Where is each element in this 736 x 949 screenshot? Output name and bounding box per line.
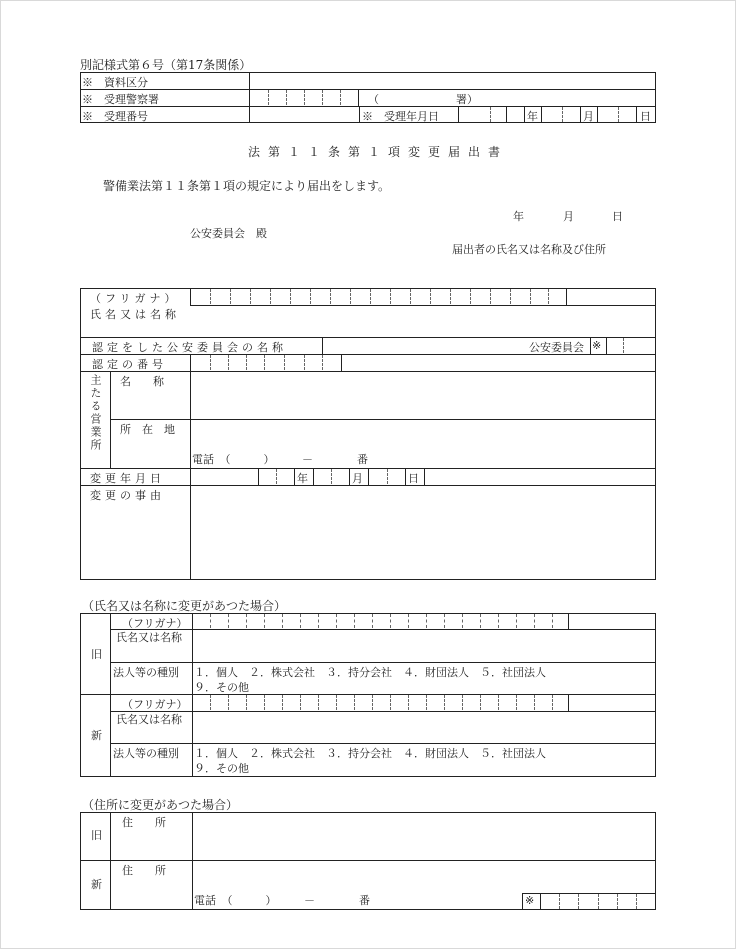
change-year: 年 [297,472,308,485]
old-furigana-label: （フリガナ） [122,617,188,630]
document-title: 法第１１条第１項変更届出書 [248,145,509,159]
furigana-label: （フリガナ） [90,292,180,305]
office-address-label: 所 在 地 [120,423,175,436]
data-category-label: ※ 資料区分 [82,76,148,89]
old-name-label: 氏名又は名称 [116,631,182,644]
form-number: 別記様式第６号（第17条関係） [80,58,252,72]
addressee: 公安委員会 殿 [190,227,267,240]
change-month: 月 [352,472,363,485]
certification-number-label: 認定の番号 [92,358,167,371]
old-entity-other: ９．その他 [194,681,249,694]
new-address-marker: 新 [91,878,102,891]
commission-suffix: 公安委員会 [529,341,584,354]
new-name-marker: 新 [91,729,102,742]
receipt-number-label: ※ 受理番号 [82,110,148,123]
address-asterisk: ※ [525,894,535,907]
applicant-label: 届出者の氏名又は名称及び住所 [452,243,606,256]
new-entity-type-label: 法人等の種別 [113,747,179,760]
police-suffix: 署） [456,93,478,106]
change-reason-label: 変更の事由 [90,489,165,502]
intro-text: 警備業法第１１条第１項の規定により届出をします。 [103,179,391,193]
office-phone: 電話 （ ） － 番 [192,453,368,466]
new-furigana-label: （フリガナ） [122,698,188,711]
new-address-label: 住 所 [122,864,166,877]
name-change-caption: （氏名又は名称に変更があつた場合） [82,599,287,613]
receiving-police-label: ※ 受理警察署 [82,93,159,106]
date-year: 年 [513,210,524,223]
office-name-label: 名 称 [120,375,164,388]
name-label: 氏名又は名称 [90,308,180,321]
old-entity-options: １．個人 ２．株式会社 ３．持分会社 ４．財団法人 ５．社団法人 [194,666,546,679]
old-address-marker: 旧 [91,829,102,842]
new-name-label: 氏名又は名称 [116,713,182,726]
old-address-label: 住 所 [122,816,166,829]
change-date-label: 変更年月日 [90,472,165,485]
old-name-marker: 旧 [91,648,102,661]
certifying-commission-label: 認定をした公安委員会の名称 [92,341,287,354]
new-address-phone: 電話 （ ） － 番 [194,894,370,907]
new-entity-options: １．個人 ２．株式会社 ３．持分会社 ４．財団法人 ５．社団法人 [194,747,546,760]
receipt-day: 日 [640,110,651,123]
date-day: 日 [612,210,623,223]
receipt-date-label: ※ 受理年月日 [362,110,439,123]
change-day: 日 [408,472,419,485]
receipt-year: 年 [527,110,538,123]
date-month: 月 [563,210,574,223]
commission-asterisk: ※ [592,339,602,352]
new-entity-other: ９．その他 [194,762,249,775]
main-office-label: 主たる営業所 [89,374,102,452]
address-change-caption: （住所に変更があつた場合） [82,798,239,812]
old-entity-type-label: 法人等の種別 [113,666,179,679]
receipt-month: 月 [583,110,594,123]
police-paren-open: （ [368,93,379,106]
